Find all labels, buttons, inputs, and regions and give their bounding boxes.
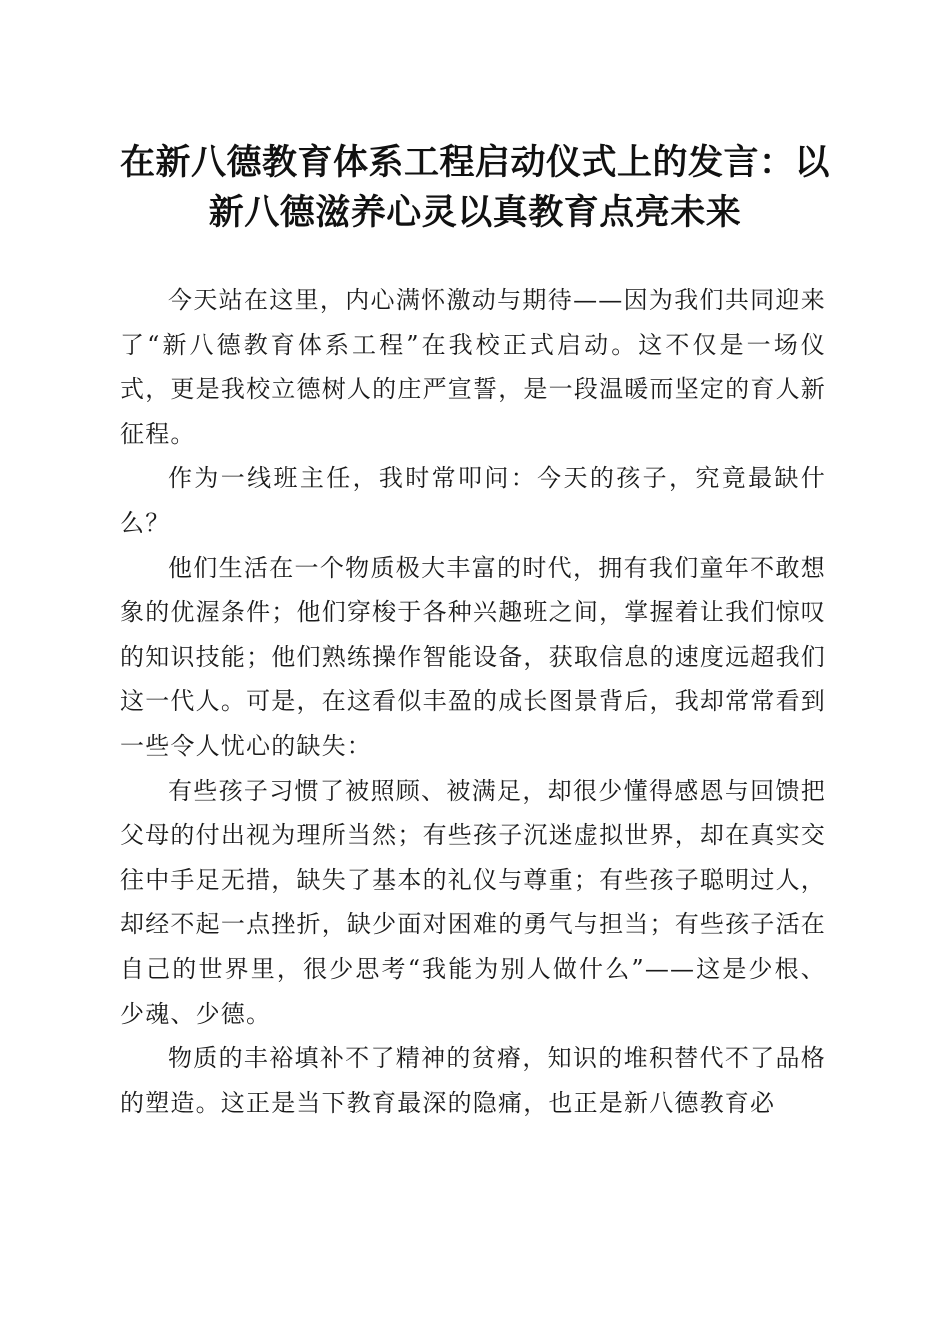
document-title: 在新八德教育体系工程启动仪式上的发言：以新八德滋养心灵以真教育点亮未来 — [119, 142, 830, 233]
paragraph: 今天站在这里，内心满怀激动与期待——因为我们共同迎来了“新八德教育体系工程”在我校正式启动。这不仅是一场仪式，更是我校立德树人的庄严宣誓，是一段温暖而坚定的育人新征程。 — [120, 286, 826, 448]
paragraph: 有些孩子习惯了被照顾、被满足，却很少懂得感恩与回馈把父母的付出视为理所当然；有些孩子沉迷虚拟世界，却在真实交往中手足无措，缺失了基本的礼仪与尊重；有些孩子聪明过人，却经不起一点挫折，缺少面对困难的勇气与担当；有些孩子活在自己的世界里，很少思考“我能为别人做什么”——这是少根、少魂、少德。 — [120, 776, 826, 1028]
paragraph: 物质的丰裕填补不了精神的贫瘠，知识的堆积替代不了品格的塑造。这正是当下教育最深的隐痛，也正是新八德教育必 — [120, 1044, 826, 1117]
paragraph: 他们生活在一个物质极大丰富的时代，拥有我们童年不敢想象的优渥条件；他们穿梭于各种兴趣班之间，掌握着让我们惊叹的知识技能；他们熟练操作智能设备，获取信息的速度远超我们这一代人。可是，在这看似丰盈的成长图景背后，我却常常看到一些令人忧心的缺失： — [120, 553, 826, 760]
document-body — [120, 278, 826, 1125]
paragraph: 作为一线班主任，我时常叩问：今天的孩子，究竟最缺什么？ — [120, 464, 826, 537]
